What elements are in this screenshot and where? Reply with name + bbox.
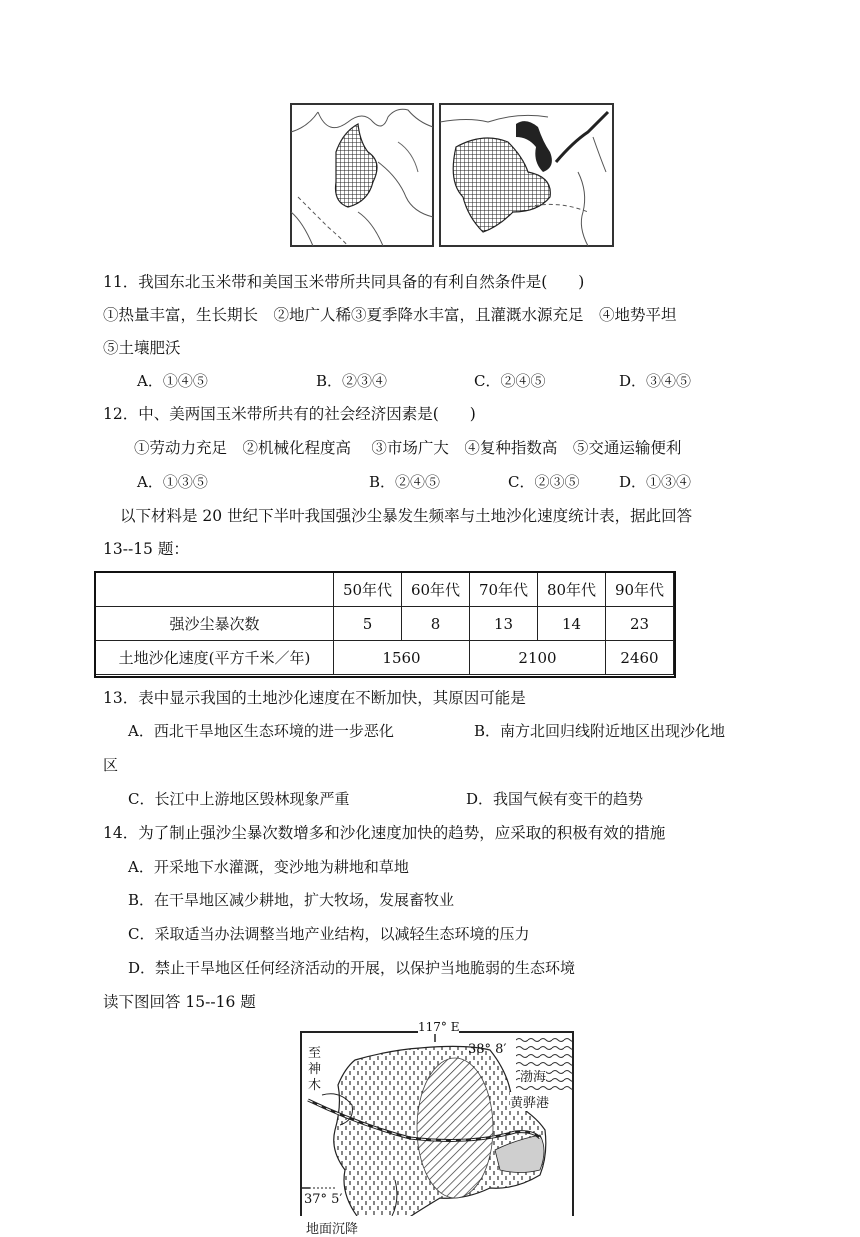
to-shenmu-label: 至神木 [308, 1046, 322, 1093]
table-cell: 23 [606, 607, 674, 641]
china-map [291, 104, 433, 246]
q13-option-b-cont: 区 [103, 756, 119, 774]
table-cell: 8 [402, 607, 470, 641]
table-cell: 2460 [606, 641, 674, 675]
table-cell: 2100 [470, 641, 606, 675]
table-cell: 13 [470, 607, 538, 641]
latitude-bottom-label: 37° 5′ [304, 1192, 343, 1207]
q12-option-d: D．①③④ [619, 473, 692, 491]
q14-stem: 14．为了制止强沙尘暴次数增多和沙化速度加快的趋势，应采取的积极有效的措施 [103, 824, 666, 842]
row-label: 强沙尘暴次数 [96, 607, 334, 641]
q14-option-a: A．开采地下水灌溉，变沙地为耕地和草地 [128, 858, 409, 876]
latitude-top-label: 38° 8′ [468, 1042, 507, 1057]
q12-factors: ①劳动力充足 ②机械化程度高 ③市场广大 ④复种指数高 ⑤交通运输便利 [134, 439, 682, 457]
table-row [96, 641, 674, 675]
table-header-row [96, 573, 674, 607]
q13-option-d: D．我国气候有变干的趋势 [466, 790, 644, 808]
q11-option-a: A．①④⑤ [137, 372, 208, 390]
table-header-cell: 50年代 [334, 573, 402, 607]
table-header-cell: 60年代 [402, 573, 470, 607]
usa-map [440, 104, 613, 246]
table-header-cell: 70年代 [470, 573, 538, 607]
q11-option-b: B．②③④ [316, 372, 388, 390]
q13-option-c: C．长江中上游地区毁林现象严重 [128, 790, 350, 808]
q12-stem: 12．中、美两国玉米带所共有的社会经济因素是( ) [103, 405, 476, 423]
sandstorm-table [95, 572, 674, 675]
q13-option-a: A．西北干旱地区生态环境的进一步恶化 [128, 722, 394, 740]
table-header-cell [96, 573, 334, 607]
q12-option-c: C．②③⑤ [508, 473, 580, 491]
table-header-cell: 90年代 [606, 573, 674, 607]
q11-conditions-2: ⑤土壤肥沃 [103, 339, 181, 357]
subsidence-label: 地面沉降 [306, 1218, 358, 1237]
material-range: 13--15 题： [103, 540, 189, 558]
q13-stem: 13．表中显示我国的土地沙化速度在不断加快，其原因可能是 [103, 689, 526, 707]
q11-option-d: D．③④⑤ [619, 372, 692, 390]
material-intro: 以下材料是 20 世纪下半叶我国强沙尘暴发生频率与土地沙化速度统计表，据此回答 [120, 507, 693, 525]
corn-belt-maps [288, 102, 616, 248]
q12-option-b: B．②④⑤ [369, 473, 441, 491]
table-cell: 5 [334, 607, 402, 641]
q14-option-c: C．采取适当办法调整当地产业结构，以减轻生态环境的压力 [128, 925, 530, 943]
table-header-cell: 80年代 [538, 573, 606, 607]
q13-option-b: B．南方北回归线附近地区出现沙化地 [474, 722, 726, 740]
longitude-label: 117° E [418, 1020, 460, 1034]
q14-option-b: B．在干旱地区减少耕地，扩大牧场，发展畜牧业 [128, 891, 455, 909]
q11-conditions-1: ①热量丰富，生长期长 ②地广人稀③夏季降水丰富，且灌溉水源充足 ④地势平坦 [103, 306, 677, 324]
row-label: 土地沙化速度(平方千米／年) [96, 641, 334, 675]
table-cell: 1560 [334, 641, 470, 675]
bohai-sea [516, 1036, 572, 1094]
q14-option-d: D．禁止干旱地区任何经济活动的开展，以保护当地脆弱的生态环境 [128, 959, 576, 977]
read-prompt: 读下图回答 15--16 题 [103, 993, 256, 1011]
table-cell: 14 [538, 607, 606, 641]
q11-stem: 11．我国东北玉米带和美国玉米带所共同具备的有利自然条件是( ) [103, 273, 585, 291]
bohai-label: 渤海 [520, 1066, 546, 1085]
table-row [96, 607, 674, 641]
subsidence-map [300, 1020, 580, 1237]
port-label: 黄骅港 [510, 1092, 549, 1111]
subsidence-map-graphic [300, 1020, 580, 1216]
q11-option-c: C．②④⑤ [474, 372, 546, 390]
q12-option-a: A．①③⑤ [137, 473, 208, 491]
subsidence-zone [417, 1058, 493, 1198]
